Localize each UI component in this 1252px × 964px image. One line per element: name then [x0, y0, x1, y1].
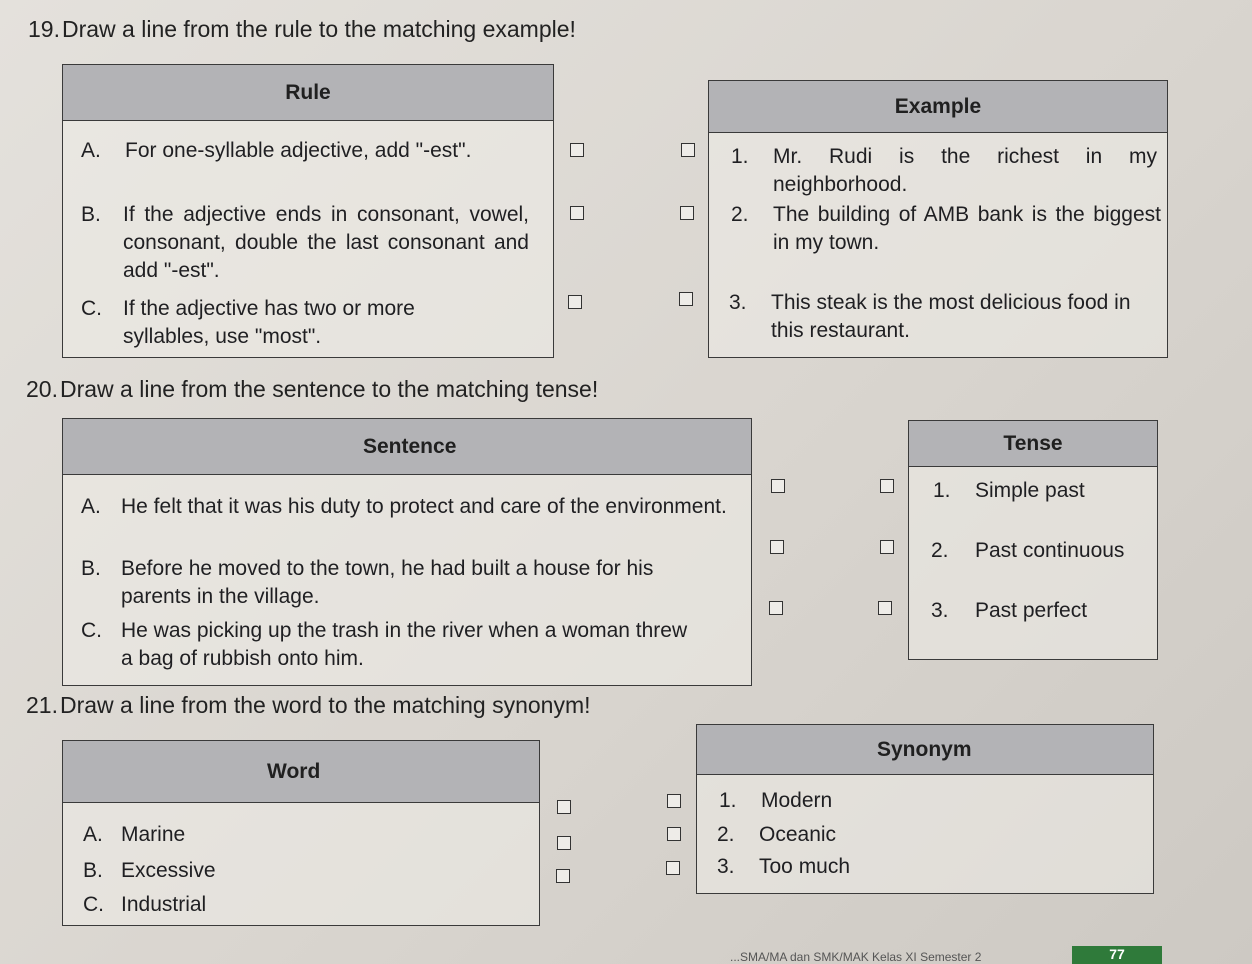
q20-number: 20.: [26, 376, 58, 402]
q19-example-text-3: This steak is the most delicious food in this restaurant.: [771, 291, 1131, 342]
q19-example-label-2: 2.: [731, 203, 749, 226]
q20-sentence-label-b: B.: [81, 557, 101, 580]
q19-rule-table: [62, 64, 554, 358]
q19-example-table: [708, 80, 1168, 358]
footer-text: ...SMA/MA dan SMK/MAK Kelas XI Semester 2: [730, 950, 982, 964]
q19-number: 19.: [28, 16, 60, 42]
q20-sentence-box-b[interactable]: [770, 540, 784, 554]
q20-sentence-box-a[interactable]: [771, 479, 785, 493]
q21-instruction-text: Draw a line from the word to the matching synonym!: [60, 692, 591, 718]
q21-word-box-a[interactable]: [557, 800, 571, 814]
q20-tense-label-2: 2.: [931, 539, 949, 562]
q20-sentence-box-c[interactable]: [769, 601, 783, 615]
q19-example-box-2[interactable]: [680, 206, 694, 220]
q20-tense-table: [908, 420, 1158, 660]
q21-word-label-b: B.: [83, 859, 103, 882]
q21-word-label-c: C.: [83, 893, 104, 916]
q19-rule-box-c[interactable]: [568, 295, 582, 309]
q19-example-box-3[interactable]: [679, 292, 693, 306]
q20-sentence-text-a: He felt that it was his duty to protect and care of the environment.: [121, 495, 727, 518]
q21-number: 21.: [26, 692, 58, 718]
q19-rule-text-b: If the adjective ends in consonant, vowel, consonant, double the last consonant and add "-est".: [123, 203, 529, 282]
q21-synonym-label-2: 2.: [717, 823, 735, 846]
q21-synonym-label-1: 1.: [719, 789, 737, 812]
q21-synonym-box-2[interactable]: [667, 827, 681, 841]
q20-tense-label-1: 1.: [933, 479, 951, 502]
q19-instruction: [28, 16, 576, 43]
q21-synonym-box-1[interactable]: [667, 794, 681, 808]
q20-tense-text-1: Simple past: [975, 479, 1085, 502]
q19-example-text-1: Mr. Rudi is the richest in my neighborhood.: [773, 145, 1157, 196]
q21-word-text-b: Excessive: [121, 859, 216, 882]
q20-tense-label-3: 3.: [931, 599, 949, 622]
q20-sentence-table: [62, 418, 752, 686]
q20-tense-box-1[interactable]: [880, 479, 894, 493]
page-number: 77: [1072, 946, 1162, 964]
q19-rule-box-a[interactable]: [570, 143, 584, 157]
q19-rule-label-b: B.: [81, 203, 101, 226]
q21-synonym-label-3: 3.: [717, 855, 735, 878]
q19-example-text-2: The building of AMB bank is the biggest in my town.: [773, 203, 1161, 254]
q19-rule-label-a: A.: [81, 139, 101, 162]
q20-tense-text-3: Past perfect: [975, 599, 1088, 622]
q20-sentence-text-b: Before he moved to the town, he had built a house for his parents in the village.: [121, 557, 654, 608]
q21-synonym-text-2: Oceanic: [759, 823, 837, 846]
q20-sentence-label-a: A.: [81, 495, 101, 518]
q21-synonym-table: [696, 724, 1154, 894]
q19-rule-text-c: If the adjective has two or more syllables, use "most".: [123, 297, 415, 348]
q21-word-header: Word: [63, 741, 539, 803]
q19-instruction-text: Draw a line from the rule to the matching example!: [62, 16, 576, 42]
q21-word-text-a: Marine: [121, 823, 186, 846]
q20-tense-header: Tense: [909, 421, 1157, 467]
q19-rule-header: Rule: [63, 65, 553, 121]
q20-tense-box-2[interactable]: [880, 540, 894, 554]
q20-sentence-label-c: C.: [81, 619, 102, 642]
q21-synonym-text-3: Too much: [759, 855, 851, 878]
q21-word-box-c[interactable]: [556, 869, 570, 883]
q20-instruction: [26, 376, 598, 403]
q20-tense-box-3[interactable]: [878, 601, 892, 615]
q19-example-box-1[interactable]: [681, 143, 695, 157]
q21-synonym-header: Synonym: [697, 725, 1153, 775]
q19-rule-text-a: For one-syllable adjective, add "-est".: [125, 139, 472, 162]
q20-tense-text-2: Past continuous: [975, 539, 1125, 562]
q21-synonym-box-3[interactable]: [666, 861, 680, 875]
q19-example-label-1: 1.: [731, 145, 749, 168]
q21-synonym-text-1: Modern: [761, 789, 833, 812]
page-footer: [640, 946, 1252, 964]
q20-sentence-header: Sentence: [63, 419, 751, 475]
q19-example-header: Example: [709, 81, 1167, 133]
q20-sentence-text-c: He was picking up the trash in the river when a woman threw a bag of rubbish onto him.: [121, 619, 688, 670]
q21-word-box-b[interactable]: [557, 836, 571, 850]
q21-word-label-a: A.: [83, 823, 103, 846]
q20-instruction-text: Draw a line from the sentence to the matching tense!: [60, 376, 599, 402]
q21-instruction: [26, 692, 591, 719]
q21-word-text-c: Industrial: [121, 893, 207, 916]
q21-word-table: [62, 740, 540, 926]
q19-example-label-3: 3.: [729, 291, 747, 314]
q19-rule-box-b[interactable]: [570, 206, 584, 220]
q19-rule-label-c: C.: [81, 297, 102, 320]
